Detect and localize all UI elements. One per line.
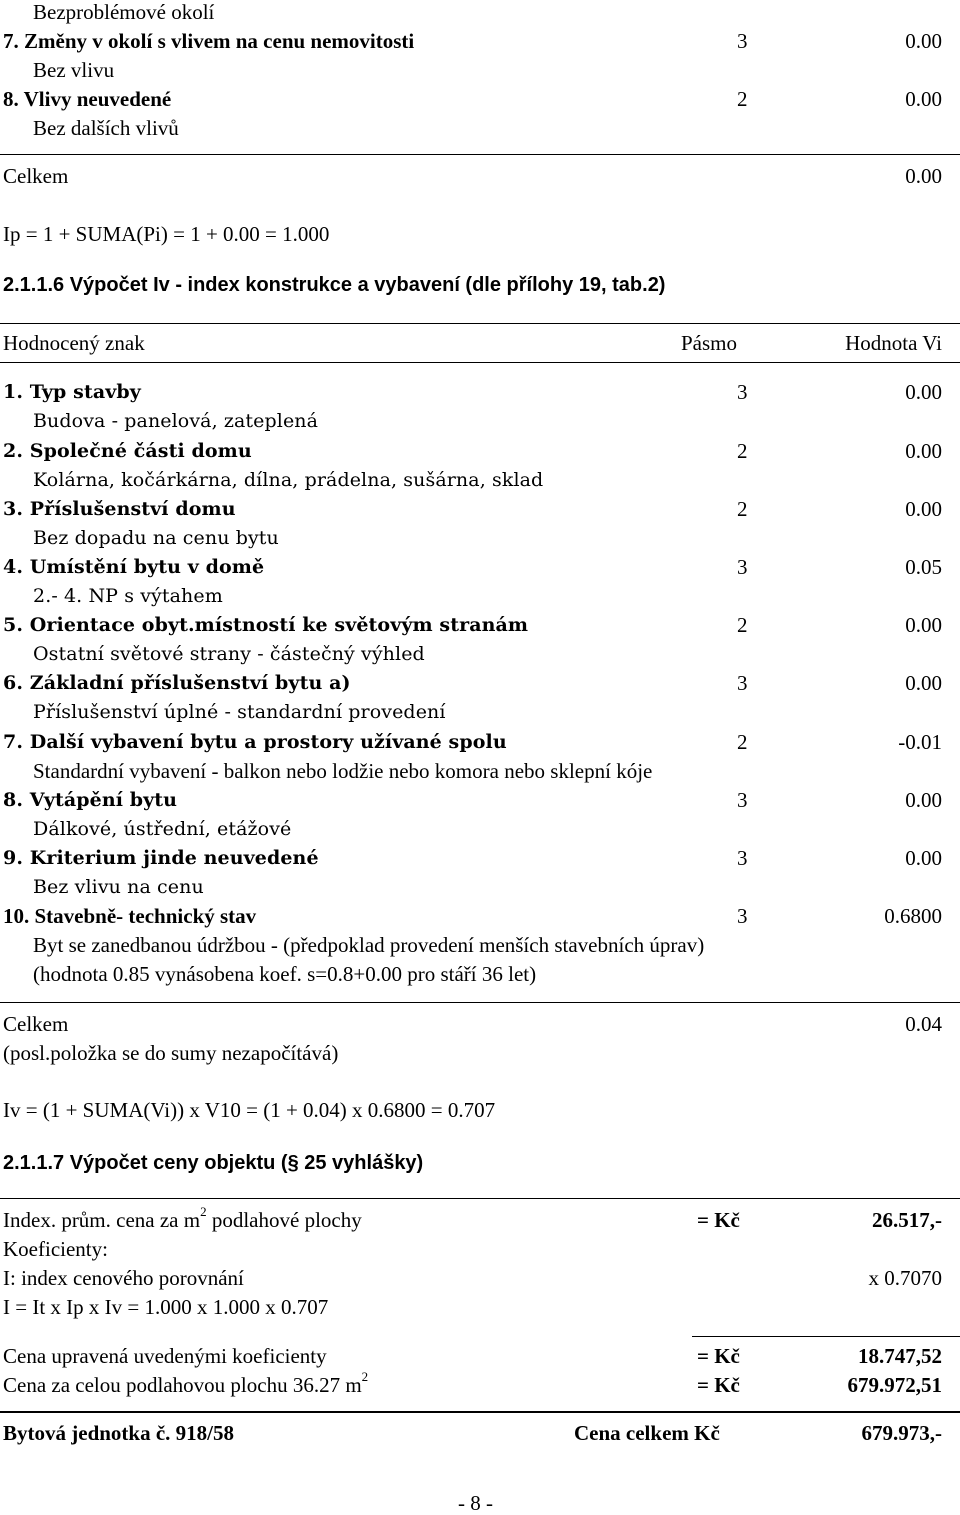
- criterion-value: 0.00: [905, 497, 942, 521]
- criterion-value: 0.00: [905, 788, 942, 812]
- criterion-label: 9. Kriterium jinde neuvedené: [3, 847, 319, 869]
- divider: [0, 362, 960, 363]
- col-header-pasmo: Pásmo: [681, 331, 738, 355]
- criterion-label: 2. Společné části domu: [3, 440, 252, 462]
- plocha-label: Cena za celou podlahovou plochu 36.27 $m^2$: [3, 1369, 369, 1397]
- currency-label: = Kč: [697, 1373, 740, 1397]
- criterion-desc-2: (hodnota 0.85 vynásobena koef. s=0.8+0.00 pro stáří 36 let): [33, 962, 537, 986]
- criterion-label: 1. Typ stavby: [3, 381, 141, 403]
- criterion-value: 0.05: [905, 555, 942, 579]
- index-value: 26.517,-: [872, 1208, 942, 1232]
- criterion-value: 0.00: [905, 380, 942, 404]
- total-note: (posl.položka se do sumy nezapočítává): [3, 1041, 339, 1065]
- criterion-pasmo: 3: [737, 904, 748, 928]
- criterion-value: 0.6800: [884, 904, 942, 928]
- criterion-desc: Bez vlivu: [33, 58, 115, 82]
- divider: [0, 1002, 960, 1003]
- upravena-value: 18.747,52: [858, 1344, 942, 1368]
- criterion-desc: Standardní vybavení - balkon nebo lodžie nebo komora nebo sklepní kóje: [33, 759, 653, 783]
- criterion-pasmo: 2: [737, 497, 748, 521]
- criterion-desc: Bez vlivu na cenu: [33, 876, 204, 898]
- criterion-value: 0.00: [905, 439, 942, 463]
- criterion-desc: Budova - panelová, zateplená: [33, 410, 319, 432]
- total-value: 0.00: [905, 164, 942, 188]
- criterion-label: 7. Změny v okolí s vlivem na cenu nemovitosti: [3, 29, 415, 53]
- criterion-value: 0.00: [905, 87, 942, 111]
- iv-formula: Iv = (1 + SUMA(Vi)) x V10 = (1 + 0.04) x 0.6800 = 0.707: [3, 1098, 496, 1122]
- criterion-value: 0.00: [905, 846, 942, 870]
- divider: [0, 154, 960, 155]
- criterion-pasmo: 3: [737, 788, 748, 812]
- currency-label: = Kč: [697, 1344, 740, 1368]
- criterion-pasmo: 3: [737, 846, 748, 870]
- criterion-pasmo: 3: [737, 380, 748, 404]
- criterion-value: -0.01: [898, 730, 942, 754]
- criterion-desc: Bez dalších vlivů: [33, 116, 179, 140]
- page-number: - 8 -: [458, 1491, 493, 1515]
- section-heading-iv: 2.1.1.6 Výpočet Iv - index konstrukce a vybavení (dle přílohy 19, tab.2): [3, 274, 666, 296]
- index-label: Index. prům. cena za $m^2$ podlahové plochy: [3, 1204, 362, 1232]
- jednotka-label: Bytová jednotka č. 918/58: [3, 1421, 234, 1445]
- plocha-value: 679.972,51: [847, 1373, 942, 1397]
- cena-celkem-value: 679.973,-: [861, 1421, 942, 1445]
- criterion-value: 0.00: [905, 671, 942, 695]
- divider: [0, 1198, 960, 1199]
- criterion-label: 10. Stavebně- technický stav: [3, 904, 257, 928]
- criterion-pasmo: 3: [737, 555, 748, 579]
- ip-formula: Ip = 1 + SUMA(Pi) = 1 + 0.00 = 1.000: [3, 222, 330, 246]
- total-value: 0.04: [905, 1012, 942, 1036]
- criterion-value: 0.00: [905, 29, 942, 53]
- criterion-desc: Byt se zanedbanou údržbou - (předpoklad provedení menších stavebních úprav): [33, 933, 705, 957]
- upravena-label: Cena upravená uvedenými koeficienty: [3, 1344, 327, 1368]
- env-line: Bezproblémové okolí: [33, 0, 215, 24]
- col-header-znak: Hodnocený znak: [3, 331, 145, 355]
- criterion-label: 3. Příslušenství domu: [3, 498, 236, 520]
- i-label: I: index cenového porovnání: [3, 1266, 244, 1290]
- i-value: x 0.7070: [868, 1266, 942, 1290]
- criterion-desc: Dálkové, ústřední, etážové: [33, 818, 292, 840]
- criterion-pasmo: 3: [737, 29, 748, 53]
- criterion-pasmo: 2: [737, 613, 748, 637]
- divider: [0, 1411, 960, 1413]
- col-header-hodnota: Hodnota Vi: [845, 331, 942, 355]
- currency-label: = Kč: [697, 1208, 740, 1232]
- criterion-desc: Bez dopadu na cenu bytu: [33, 527, 279, 549]
- divider: [692, 1336, 960, 1337]
- criterion-pasmo: 3: [737, 671, 748, 695]
- criterion-pasmo: 2: [737, 439, 748, 463]
- criterion-value: 0.00: [905, 613, 942, 637]
- criterion-desc: 2.- 4. NP s výtahem: [33, 585, 223, 607]
- criterion-desc: Kolárna, kočárkárna, dílna, prádelna, sušárna, sklad: [33, 469, 544, 491]
- criterion-label: 6. Základní příslušenství bytu a): [3, 672, 351, 694]
- criterion-desc: Ostatní světové strany - částečný výhled: [33, 643, 425, 665]
- criterion-label: 8. Vlivy neuvedené: [3, 87, 172, 111]
- total-label: Celkem: [3, 164, 69, 188]
- criterion-desc: Příslušenství úplné - standardní provedení: [33, 701, 446, 723]
- criterion-label: 7. Další vybavení bytu a prostory užívané spolu: [3, 731, 507, 753]
- section-heading-cena: 2.1.1.7 Výpočet ceny objektu (§ 25 vyhlášky): [3, 1152, 424, 1174]
- criterion-pasmo: 2: [737, 730, 748, 754]
- koef-label: Koeficienty:: [3, 1237, 108, 1261]
- cena-celkem-label: Cena celkem Kč: [574, 1421, 720, 1445]
- criterion-label: 5. Orientace obyt.místností ke světovým stranám: [3, 614, 529, 636]
- total-label: Celkem: [3, 1012, 69, 1036]
- criterion-label: 8. Vytápění bytu: [3, 789, 178, 811]
- paragraph-icon: §: [287, 1152, 299, 1174]
- criterion-pasmo: 2: [737, 87, 748, 111]
- divider: [0, 323, 960, 324]
- criterion-label: 4. Umístění bytu v domě: [3, 556, 265, 578]
- i-formula: I = It x Ip x Iv = 1.000 x 1.000 x 0.707: [3, 1295, 329, 1319]
